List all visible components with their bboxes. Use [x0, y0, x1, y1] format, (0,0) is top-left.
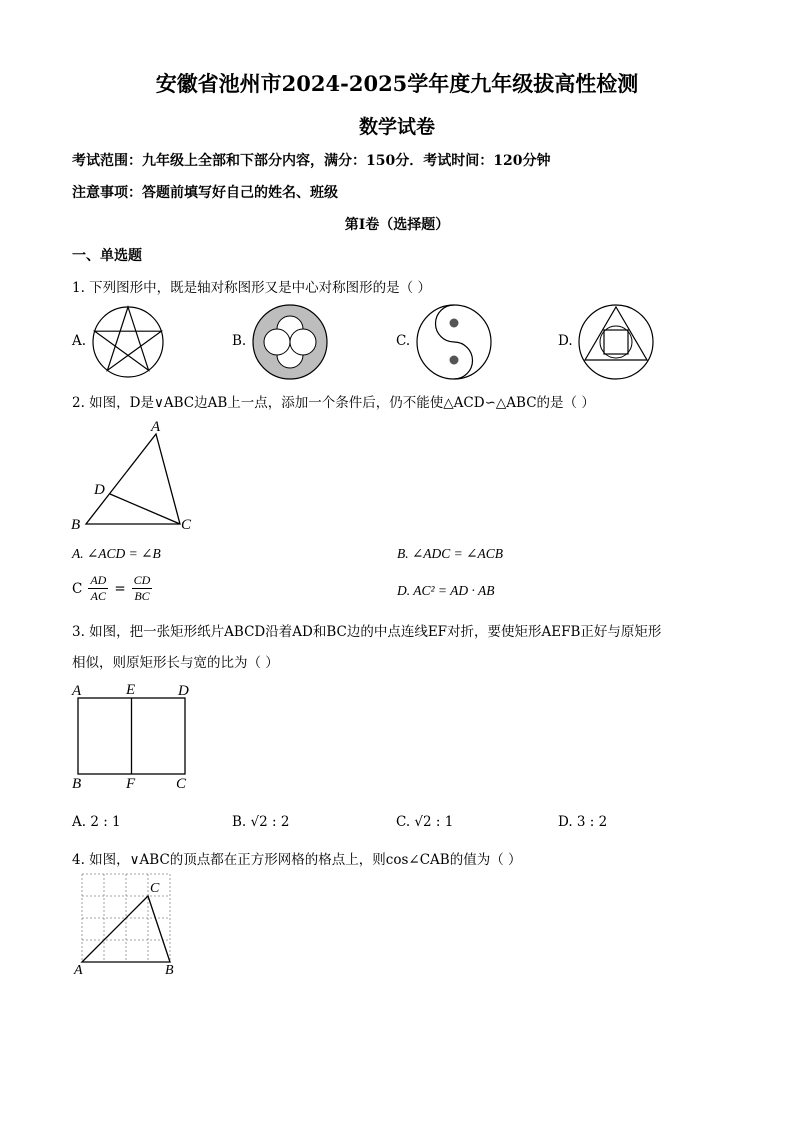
q1-figure-d-triangle-square: [576, 302, 656, 382]
q3-option-d: D. 3 : 2: [558, 814, 608, 830]
volume-heading: 第Ⅰ卷（选择题）: [344, 217, 450, 233]
q3-label-b: B: [72, 776, 82, 792]
q2-label-b: B: [71, 517, 81, 533]
q4-grid-figure: [70, 868, 182, 980]
q3-option-a: A. 2 : 1: [72, 814, 121, 830]
q2-triangle-figure: [68, 416, 208, 538]
q3-label-e: E: [126, 682, 136, 698]
q1-option-a-label: A.: [72, 333, 87, 349]
q3-option-c: C. √2 : 1: [396, 814, 454, 830]
q2-option-a: A. ∠ACD = ∠B: [72, 546, 161, 561]
q4-stem: 4. 如图，∨ABC的顶点都在正方形网格的格点上，则cos∠CAB的值为（ ）: [72, 852, 522, 868]
q4-label-b: B: [165, 963, 174, 978]
q1-figure-b-four-petals: [250, 302, 330, 382]
q2-label-a: A: [151, 419, 161, 435]
q4-label-a: A: [74, 963, 83, 978]
q1-option-d-label: D.: [558, 333, 573, 349]
q3-stem-line2: 相似，则原矩形长与宽的比为（ ）: [72, 655, 279, 671]
paper-subtitle: 数学试卷: [358, 116, 435, 138]
q3-rectangle-figure: [68, 678, 200, 794]
q3-stem-line1: 3. 如图，把一张矩形纸片ABCD沿着AD和BC边的中点连线EF对折，要使矩形AEFB正好与原矩形: [72, 624, 662, 640]
exam-notice: 注意事项：答题前填写好自己的姓名、班级: [72, 185, 338, 201]
q3-label-a: A: [72, 683, 82, 699]
exam-scope: 考试范围：九年级上全部和下部分内容，满分：150分．考试时间：120分钟: [72, 153, 551, 169]
q2-option-c-equals: =: [114, 580, 126, 597]
q2-option-c-fraction-1: $\frac{AD}{AC}$: [90, 573, 107, 603]
q2-option-d: D. AC² = AD · AB: [397, 583, 495, 598]
paper-title: 安徽省池州市2024-2025学年度九年级拔高性检测: [155, 71, 639, 96]
q2-option-c-prefix: C: [72, 580, 83, 597]
q1-figure-a-pentagram: [90, 304, 166, 380]
q1-stem: 1. 下列图形中，既是轴对称图形又是中心对称图形的是（ ）: [72, 280, 431, 296]
q2-label-c: C: [181, 517, 192, 533]
q3-label-f: F: [126, 776, 136, 792]
q3-option-b: B. √2 : 2: [232, 814, 290, 830]
q2-label-d: D: [94, 482, 105, 498]
q1-option-c-label: C.: [396, 333, 411, 349]
q1-option-b-label: B.: [232, 333, 247, 349]
q2-stem: 2. 如图，D是∨ABC边AB上一点，添加一个条件后，仍不能使△ACD∽△ABC的是（ ）: [72, 395, 595, 411]
q4-label-c: C: [150, 881, 160, 896]
q2-option-c-fraction-2: $\frac{CD}{BC}$: [133, 573, 151, 603]
q3-label-c: C: [176, 776, 187, 792]
q2-option-c: [72, 573, 152, 604]
q1-figure-c-yin-yang: [414, 302, 494, 382]
q2-option-b: B. ∠ADC = ∠ACB: [397, 546, 503, 561]
q3-label-d: D: [178, 683, 189, 699]
section-heading: 一、单选题: [72, 248, 142, 264]
